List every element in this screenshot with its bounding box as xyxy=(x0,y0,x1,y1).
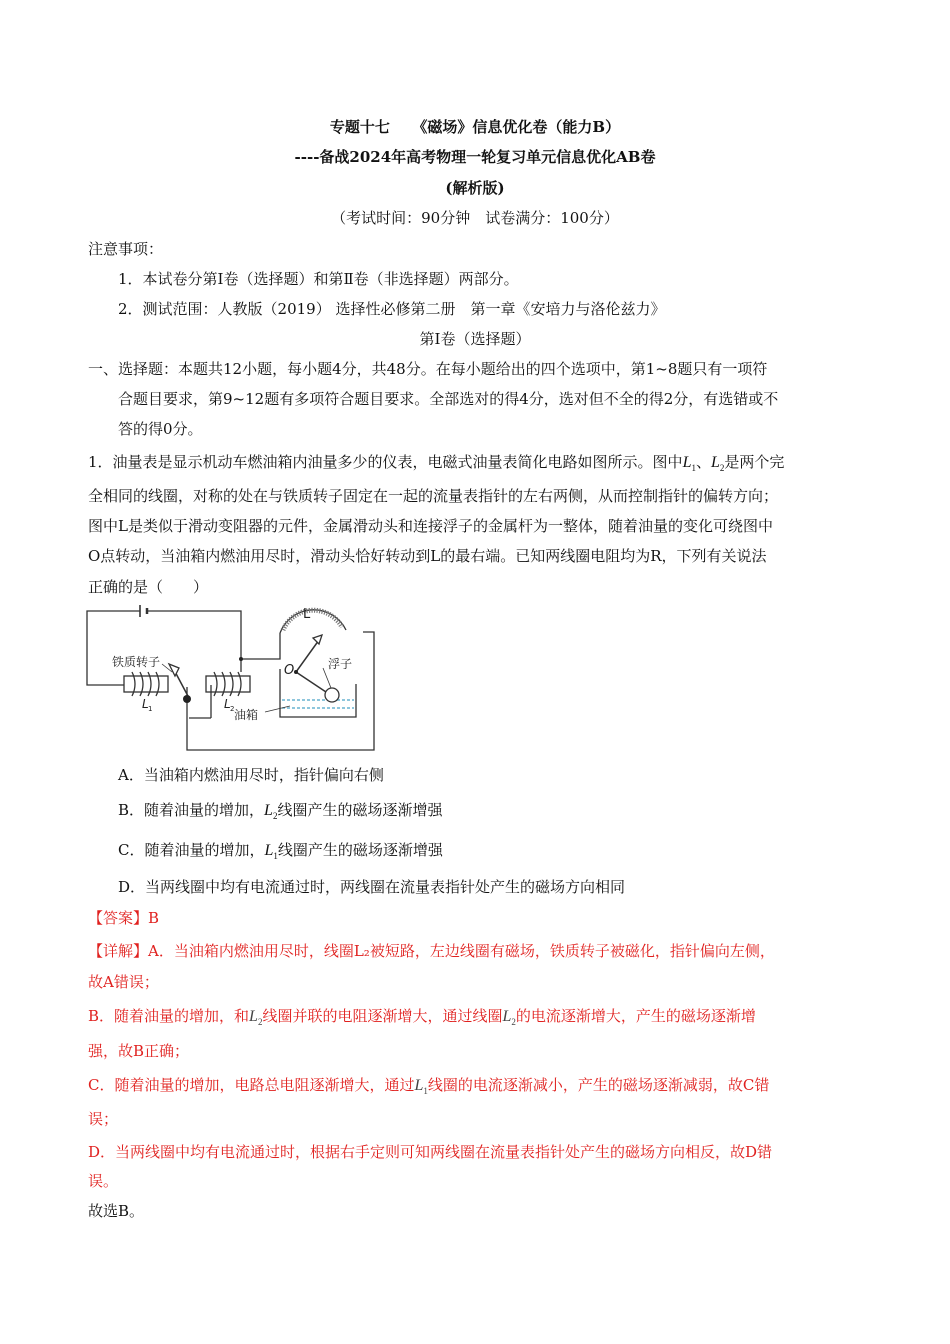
coil-l1-symbol: $L_1$ xyxy=(414,1077,428,1097)
option-b-pre: B．随着油量的增加， xyxy=(118,801,265,819)
coil-l1-symbol: $L_1$ xyxy=(264,842,278,862)
answer-d-line1: D．当两线圈中均有电流通过时，根据右手定则可知两线圈在流量表指针处产生的磁场方向相反，故D错 xyxy=(88,1143,773,1161)
answer-final: 故选B。 xyxy=(88,1202,145,1220)
option-c[interactable] xyxy=(118,839,443,861)
answer-d-line2: 误。 xyxy=(88,1172,119,1190)
answer-c-post: 线圈的电流逐渐减小，产生的磁场逐渐减弱，故C错 xyxy=(427,1076,770,1094)
answer-c-line2: 误； xyxy=(88,1110,119,1128)
circuit-diagram xyxy=(84,602,384,752)
q1-line1-sep: 、 xyxy=(695,453,711,471)
label-l2: L xyxy=(224,697,231,711)
answer-a-line2: 故A错误； xyxy=(88,973,159,991)
option-c-post: 线圈产生的磁场逐渐增强 xyxy=(277,841,443,859)
exam-info: （考试时间：90分钟 试卷满分：100分） xyxy=(331,209,619,227)
label-l1-sub: 1 xyxy=(148,705,153,713)
answer-a-line1 xyxy=(88,940,775,961)
q1-line1-pre: 1．油量表是显示机动车燃油箱内油量多少的仪表，电磁式油量表简化电路如图所示。图中 xyxy=(88,453,683,471)
q1-line1-post: 是两个完 xyxy=(724,453,785,471)
question1-line5: 正确的是（ ） xyxy=(88,578,209,596)
question1-line1 xyxy=(88,451,784,473)
notice-item-1: 1．本试卷分第Ⅰ卷（选择题）和第Ⅱ卷（非选择题）两部分。 xyxy=(118,270,519,288)
answer-c-pre: C．随着油量的增加，电路总电阻逐渐增大，通过 xyxy=(88,1076,415,1094)
answer-b-line1 xyxy=(88,1005,756,1027)
coil-l2-symbol: $L_2$ xyxy=(502,1008,516,1028)
title-line1: 专题十七 《磁场》信息优化卷（能力B） xyxy=(329,118,621,136)
label-l: L xyxy=(303,607,311,622)
label-o: O xyxy=(284,663,295,678)
answer-label: 【答案】B xyxy=(88,909,160,927)
label-float: 浮子 xyxy=(328,657,353,671)
float-rod xyxy=(296,672,329,694)
answer-b-pre: B．随着油量的增加，和 xyxy=(88,1007,250,1025)
answer-b-line2: 强，故B正确； xyxy=(88,1042,190,1060)
answer-a-text: A．当油箱内燃油用尽时，线圈L₂被短路，左边线圈有磁场，铁质转子被磁化，指针偏向左侧， xyxy=(148,942,775,960)
coil-l2-symbol: $L_2$ xyxy=(249,1008,263,1028)
slider-arm xyxy=(296,640,319,672)
resistor-l-arc xyxy=(283,610,342,630)
rotor-pivot xyxy=(183,695,191,703)
coil-l1-symbol: $L_1$ xyxy=(682,454,696,474)
option-a[interactable]: A．当油箱内燃油用尽时，指针偏向右侧 xyxy=(118,766,384,784)
section-title: 第Ⅰ卷（选择题） xyxy=(419,330,531,348)
answer-c-line1 xyxy=(88,1074,769,1096)
option-b-post: 线圈产生的磁场逐渐增强 xyxy=(277,801,443,819)
label-l2-sub: 2 xyxy=(230,705,235,713)
label-tank: 油箱 xyxy=(234,708,259,722)
option-b[interactable] xyxy=(118,799,442,821)
pointer-tip xyxy=(169,664,179,676)
wire-top xyxy=(147,611,241,659)
part1-line1: 一、选择题：本题共12小题，每小题4分，共48分。在每小题给出的四个选项中，第1~8题只有一项符 xyxy=(88,360,768,378)
title-line3: (解析版) xyxy=(445,179,505,197)
coil-l2-core xyxy=(206,676,250,692)
option-d[interactable]: D．当两线圈中均有电流通过时，两线圈在流量表指针处产生的磁场方向相同 xyxy=(118,878,626,896)
wire-to-slider xyxy=(241,633,280,659)
title-line2: ----备战2024年高考物理一轮复习单元信息优化AB卷 xyxy=(294,148,656,166)
pivot-o xyxy=(294,670,298,674)
detail-label: 【详解】 xyxy=(88,942,149,960)
wire-left-loop xyxy=(87,611,140,685)
float-ball xyxy=(325,688,339,702)
label-l1: L xyxy=(142,697,149,711)
question1-line2: 全相同的线圈，对称的处在与铁质转子固定在一起的流量表指针的左右两侧，从而控制指针的偏转方向； xyxy=(88,487,779,505)
question1-line4: O点转动，当油箱内燃油用尽时，滑动头恰好转动到L的最右端。已知两线圈电阻均为R，下列有关说法 xyxy=(88,547,767,565)
label-rotor: 铁质转子 xyxy=(112,655,161,669)
question1-line3: 图中L是类似于滑动变阻器的元件，金属滑动头和连接浮子的金属杆为一整体，随着油量的变化可绕图中 xyxy=(88,517,773,535)
notice-heading: 注意事项： xyxy=(88,240,164,258)
answer-b-post: 的电流逐渐增大，产生的磁场逐渐增 xyxy=(515,1007,756,1025)
coil-l1-core xyxy=(124,676,168,692)
part1-line3: 答的得0分。 xyxy=(118,420,203,438)
notice-item-2: 2．测试范围：人教版（2019） 选择性必修第二册 第一章《安培力与洛伦兹力》 xyxy=(118,300,666,318)
coil-l2-symbol: $L_2$ xyxy=(710,454,725,474)
part1-line2: 合题目要求，第9~12题有多项符合题目要求。全部选对的得4分，选对但不全的得2分，有选错或不 xyxy=(118,390,779,408)
coil-l2-symbol: $L_2$ xyxy=(264,802,278,822)
option-c-pre: C．随着油量的增加， xyxy=(118,841,265,859)
answer-b-mid: 线圈并联的电阻逐渐增大，通过线圈 xyxy=(262,1007,503,1025)
